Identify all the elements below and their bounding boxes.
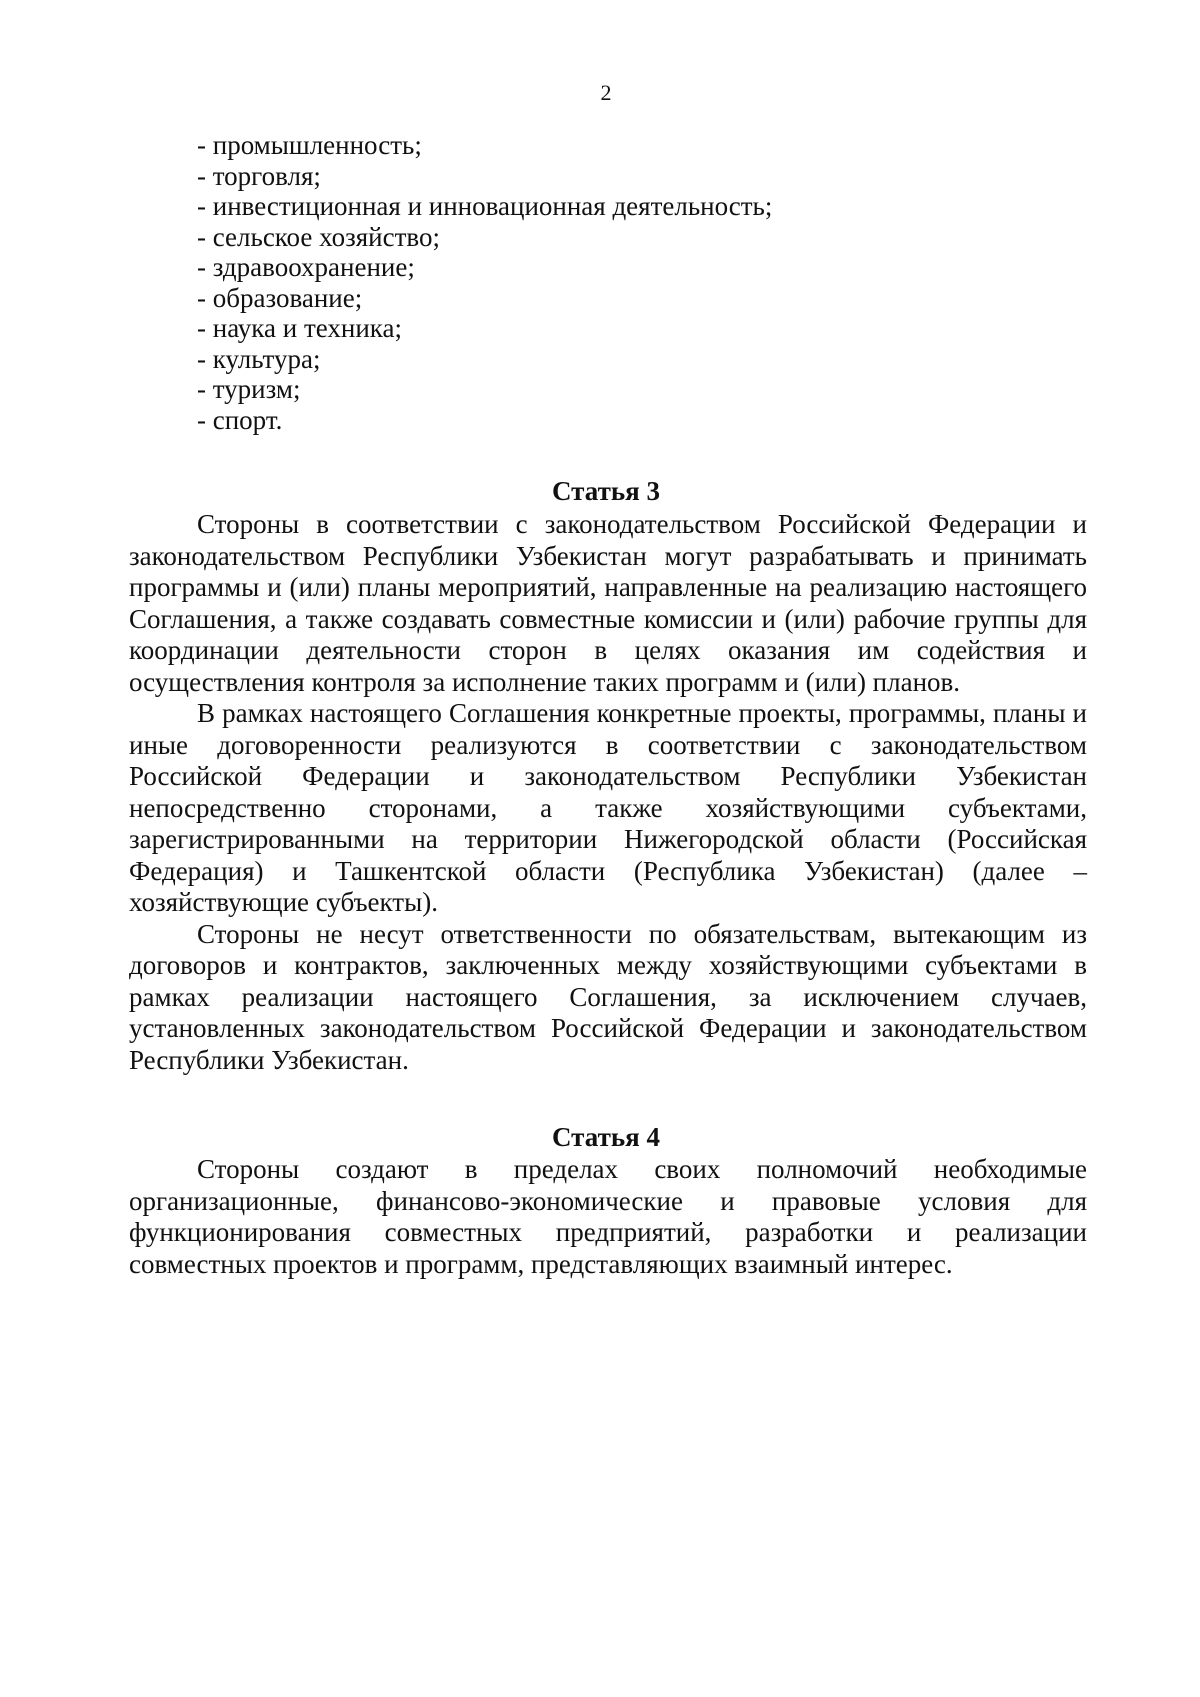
list-item: - туризм;	[197, 374, 301, 404]
list-item: - инвестиционная и инновационная деятельность;	[197, 191, 773, 221]
article-3-paragraph-3: Стороны не несут ответственности по обязательствам, вытекающим из договоров и контрактов, заключенных между хозяйствующими субъектами в рамках реализации настоящего Соглашения, за исключением случаев, установленных законодательством Российской Федерации и законодательством Республики Узбекистан.	[129, 918, 1087, 1075]
list-item: - наука и техника;	[197, 313, 402, 343]
article-3-body	[129, 509, 1087, 1076]
list-item: - сельское хозяйство;	[197, 221, 440, 252]
article-3-paragraph-1: Стороны в соответствии с законодательством Российской Федерации и законодательством Республики Узбекистан могут разрабатывать и принимать программы и (или) планы мероприятий, направленные на реализацию настоящего Соглашения, а также создавать совместные комиссии и (или) рабочие группы для координации деятельности сторон в целях оказания им содействия и осуществления контроля за исполнение таких программ и (или) планов.	[129, 509, 1087, 697]
article-3-paragraph-2: В рамках настоящего Соглашения конкретные проекты, программы, планы и иные договоренности реализуются в соответствии с законодательством Российской Федерации и законодательством Республики Узбекистан непосредственно сторонами, а также хозяйствующими субъектами, зарегистрированными на территории Нижегородской области (Российская Федерация) и Ташкентской области (Республика Узбекистан) (далее – хозяйствующие субъекты).	[129, 698, 1087, 917]
page-number: 2	[600, 80, 612, 105]
cooperation-areas-list	[197, 130, 772, 435]
list-item: - торговля;	[197, 160, 321, 191]
list-item: - промышленность;	[197, 130, 422, 160]
list-item: - культура;	[197, 343, 321, 374]
article-4-title: Статья 4	[552, 1122, 660, 1152]
list-item: - образование;	[197, 282, 363, 313]
article-3-title: Статья 3	[552, 476, 660, 506]
article-4-body	[129, 1154, 1087, 1280]
article-4-paragraph-1: Стороны создают в пределах своих полномочий необходимые организационные, финансово-экономические и правовые условия для функционирования совместных предприятий, разработки и реализации совместных проектов и программ, представляющих взаимный интерес.	[129, 1154, 1087, 1279]
list-item: - спорт.	[197, 404, 283, 435]
list-item: - здравоохранение;	[197, 252, 415, 282]
